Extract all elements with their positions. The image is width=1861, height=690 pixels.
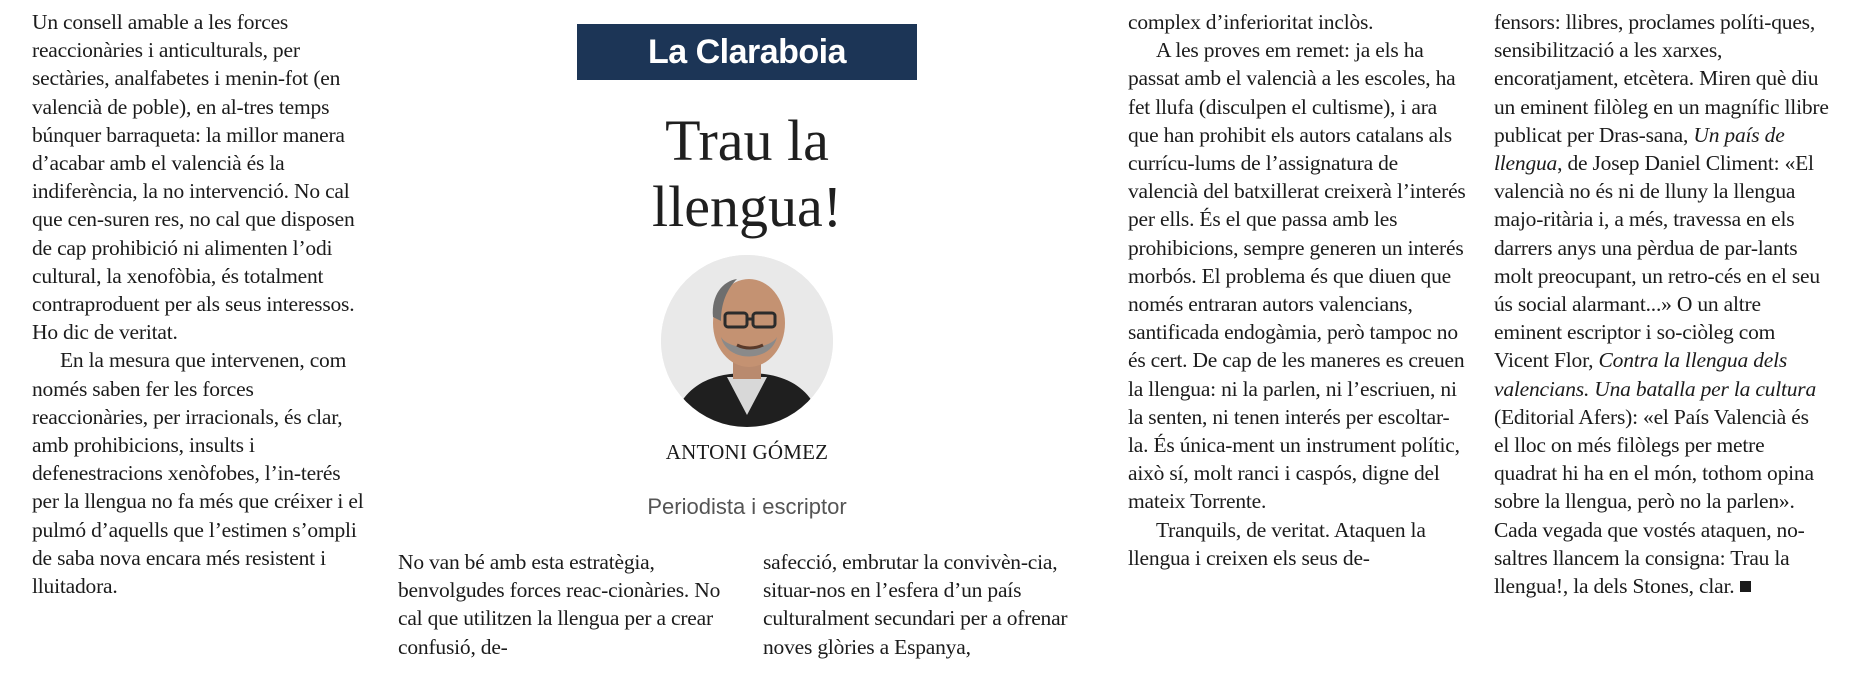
end-mark (1740, 581, 1751, 592)
author-avatar (661, 255, 833, 427)
headline-line: llengua! (651, 174, 843, 239)
article-column-4 (1128, 8, 1468, 572)
text-run: , de Josep Daniel Climent: «El valencià no és ni de lluny la llengua majo-ritària i, a més, travessa en els darrers anys una pèrdua de par-lants molt preocupant, un retro-cés en el seu ús social alarmant...» O un altre eminent escriptor i so-ciòleg com Vicent Flor, (1494, 151, 1820, 373)
text-run: fensors: llibres, proclames políti-ques, sensibilització a les xarxes, encoratjament, etcètera. Miren què diu un eminent filòleg en un magnífic llibre publicat per Dras-sana, (1494, 10, 1829, 147)
paragraph: No van bé amb esta estratègia, benvolgudes forces reac-cionàries. No cal que utilitzen la llengua per a crear confusió, de- (398, 550, 721, 659)
book-title: Un país de llengua (1494, 122, 1785, 176)
headline-line: Trau la (665, 108, 829, 173)
article-column-3 (763, 548, 1103, 661)
article-column-2 (398, 548, 738, 661)
paragraph (1494, 8, 1829, 600)
paragraph: complex d’inferioritat inclòs. (1128, 10, 1374, 34)
author-name: ANTONI GÓMEZ (665, 440, 829, 464)
paragraph: safecció, embrutar la convivèn-cia, situar-nos en l’esfera d’un país culturalment secundari per a ofrenar noves glòries a Espanya, (763, 550, 1068, 659)
author-role: Periodista i escriptor (647, 494, 847, 519)
paragraph: En la mesura que intervenen, com només saben fer les forces reaccionàries, per irracionals, és clar, amb prohibicions, insults i defenestracions xenòfobes, l’in-terés per la llengua no fa més que créixer i el pulmó d’aquells que l’estimen s’ompli de saba nova encara més resistent i lluitadora. (32, 348, 364, 599)
section-header: La Claraboia (577, 24, 917, 80)
headline (577, 108, 917, 240)
text-run: (Editorial Afers): «el País Valencià és el lloc on més filòlegs per metre quadrat hi ha en el món, tothom opina sobre la llengua, però no la parlen». Cada vegada que vostés ataquen, no-saltres llancem la consigna: Trau la llengua!, la dels Stones, clar. (1494, 404, 1814, 599)
paragraph: Tranquils, de veritat. Ataquen la llengua i creixen els seus de- (1128, 517, 1426, 570)
article-column-1 (32, 8, 372, 600)
author-portrait (661, 255, 833, 427)
paragraph: A les proves em remet: ja els ha passat amb el valencià a les escoles, ha fet llufa (disculpen el cultisme), i ara que han prohibit els autors catalans als currícu-lums de l’assignatura de valencià del batxillerat creixerà l’interés per ells. És el que passa amb les prohibicions, sempre generen un interés morbós. El problema és que diuen que només entraran autors valencians, santificada endogàmia, però tampoc no és cert. De cap de les maneres es creuen la llengua: ni la parlen, ni l’escriuen, ni la senten, ni tenen interés per escoltar-la. És única-ment un instrument polític, això sí, molt ranci i caspós, digne del mateix Torrente. (1128, 38, 1466, 514)
book-title: Contra la llengua dels valencians. Una batalla per la cultura (1494, 348, 1817, 401)
article-column-5 (1494, 8, 1829, 600)
paragraph: Un consell amable a les forces reaccionàries i anticulturals, per sectàries, analfabetes i menin-fot (en valencià de poble), en al-tres temps búnquer barraqueta: la millor manera d’acabar amb el valencià és la indiferència, la no intervenció. No cal que cen-suren res, no cal que disposen de cap prohibició ni alimenten l’odi cultural, la xenofòbia, és totalment contraproduent per als seus interessos. Ho dic de veritat. (32, 10, 355, 345)
